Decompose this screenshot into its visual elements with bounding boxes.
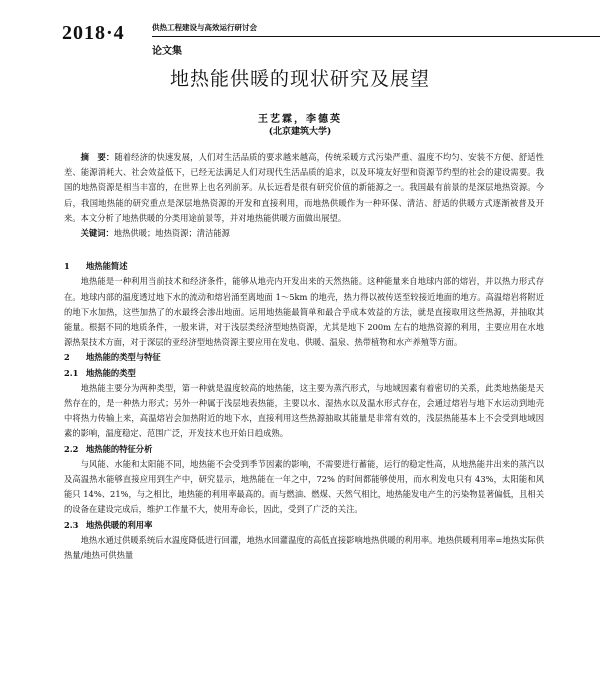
year-issue: 2018·4 [62, 22, 125, 44]
section-number: 1 [64, 261, 70, 272]
section-number: 2 [64, 352, 70, 363]
subsection-title: 地热能的特征分析 [86, 443, 153, 454]
section-title: 地热能简述 [86, 261, 128, 272]
paper-affiliation: (北京建筑大学) [268, 127, 332, 137]
abstract-label: 摘 要： [80, 152, 115, 162]
section-paragraph: 与风能、水能和太阳能不同，地热能不会受到季节因素的影响，不需要进行蓄能，运行的稳定性高，从地热能井出来的蒸汽以及高温热水能够直接应用到生产中，研究显示，地热能在一年之中，72% 的时间都能够使用，而水利发电只有 43%，太阳能和风能只 14%、21%，与之相比，地热能的利用率最高的。而与燃油、燃煤、天然气相比，地热能发电产生的污染物显著偏低，且相关的设备在建设完成后，维护工作量不大，使用寿命长，因此，受到了广泛的关注。 [64, 458, 544, 515]
header-rule [152, 36, 600, 37]
paper-title: 地热能供暖的现状研究及展望 [169, 68, 430, 90]
keywords [64, 226, 544, 241]
subsection-heading-2-1 [64, 366, 544, 381]
abstract [64, 150, 544, 226]
subsection-number: 2.3 [64, 519, 79, 530]
section-paragraph: 地热能主要分为两种类型，第一种就是温度较高的地热能，这主要为蒸汽形式，与地域因素有着密切的关系，此类地热能是天然存在的，是一种热力形式；另外一种属于浅层地表热能，主要以水、湿热水以及温水形式存在，会通过熔岩与地下水运动到地壳中将热力传输上来，高温熔岩会加热附近的地下水，直接利用这些热源抽取其能量是非常有效的，浅层热能基本上不会受到地域因素的影响，温度稳定、范围广泛，开发技术也开始日趋成熟。 [64, 382, 544, 439]
section-paragraph: 地热能是一种利用当前技术和经济条件，能够从地壳内开发出来的天然热能。这种能量来自地球内部的熔岩，并以热力形式存在。地球内部的温度透过地下水的流动和熔岩涌至离地面 1～5km 的地壳，热力得以被传送至较接近地面的地方。高温熔岩将附近的地下水加热，这些加热了的水最终会渗出地面。运用地热能最简单和最合乎成本效益的方法，就是直接取用这些热源，并抽取其能量。根据不同的地质条件，一般来讲，对于浅层类经济型地热资源，尤其是地下 200m 左右的地热资源的利用，主要应用在水地源热泵技术方面，对于深层的亚经济型地热资源主要应用在发电、供暖、温泉、热带植物和水产养殖等方面。 [64, 276, 544, 348]
subsection-number: 2.2 [64, 443, 79, 454]
series-name: 供热工程建设与高效运行研讨会 [152, 23, 257, 32]
running-header [62, 22, 582, 62]
section-heading-2 [64, 350, 544, 365]
section-heading-1 [64, 259, 544, 274]
subsection-title: 地热供暖的利用率 [86, 519, 153, 530]
subsection-title: 地热能的类型 [86, 367, 136, 378]
keywords-text: 地热供暖；地热资源；清洁能源 [113, 228, 230, 239]
section-title: 地热能的类型与特征 [86, 352, 161, 363]
paper-body [64, 150, 544, 563]
subsection-heading-2-3 [64, 518, 544, 533]
paper-authors: 王艺霖，李德英 [258, 114, 342, 125]
subsection-heading-2-2 [64, 442, 544, 457]
section-paragraph: 地热水通过供暖系统后水温度降低进行回灌，地热水回灌温度的高低直接影响地热供暖的利用率。地热供暖利用率=地热实际供热量/地热可供热量 [64, 534, 544, 561]
collection-label: 论文集 [152, 46, 182, 57]
abstract-text: 随着经济的快速发展，人们对生活品质的要求越来越高，传统采暖方式污染严重、温度不均匀、安装不方便、舒适性差、能源消耗大、社会效益低下，已经无法满足人们对现代生活品质的追求，以及环境友好型和资源节约型的社会的建设需要。我国的地热资源是相当丰富的，在世界上也名列前茅。从长远看是很有研究价值的新能源之一。我国最有前景的是深层地热资源。今后，我国地热能的研究重点是深层地热资源的开发和直接利用，而地热供暖作为一种环保、清洁、舒适的供暖方式逐渐被普及开来。本文分析了地热供暖的分类用途前景等，并对地热能供暖方面做出展望。 [64, 152, 544, 223]
keywords-label: 关键词： [80, 228, 114, 239]
subsection-number: 2.1 [64, 367, 79, 378]
